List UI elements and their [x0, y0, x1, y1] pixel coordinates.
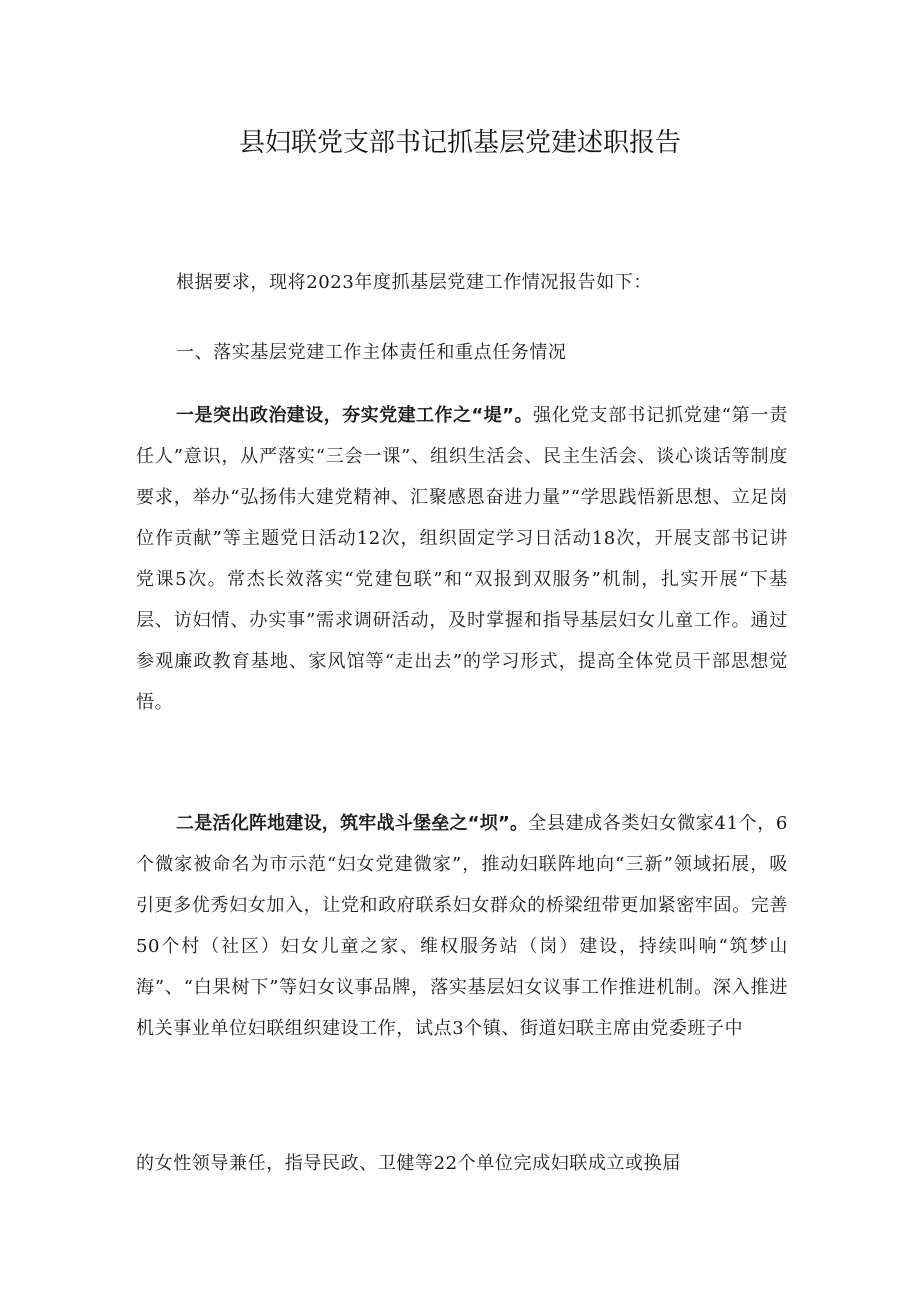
paragraph-position-construction — [136, 803, 788, 1049]
paragraph-body: 强化党支部书记抓党建“第一责任人”意识，从严落实“三会一课”、组织生活会、民主生活会、谈心谈话等制度要求，举办“弘扬伟大建党精神、汇聚感恩奋进力量”“学思践悟新思想、立足岗位作贡献”等主题党日活动12次，组织固定学习日活动18次，开展支部书记讲党课5次。常杰长效落实“党建包联”和“双报到双服务”机制，扎实开展“下基层、访妇情、办实事”需求调研活动，及时掌握和指导基层妇女儿童工作。通过参观廉政教育基地、家风馆等“走出去”的学习形式，提高全体党员干部思想觉悟。 — [136, 405, 788, 713]
document-title: 县妇联党支部书记抓基层党建述职报告 — [238, 128, 681, 158]
paragraph-body: 全县建成各类妇女微家41个，6个微家被命名为市示范“妇女党建微家”，推动妇联阵地向“三新”领域拓展，吸引更多优秀妇女加入，让党和政府联系妇女群众的桥梁纽带更加紧密牢固。完善50个村（社区）妇女儿童之家、维权服务站（岗）建设，持续叫响“筑梦山海”、“白果树下”等妇女议事品牌，落实基层妇女议事工作推进机制。深入推进机关事业单位妇联组织建设工作，试点3个镇、街道妇联主席由党委班子中 — [136, 813, 788, 1039]
paragraph-lead: 一是突出政治建设，夯实党建工作之“堤”。 — [176, 405, 533, 426]
intro-line: 根据要求，现将2023年度抓基层党建工作情况报告如下： — [176, 272, 653, 293]
section-heading: 一、落实基层党建工作主体责任和重点任务情况 — [176, 342, 567, 363]
trailing-line: 的女性领导兼任，指导民政、卫健等22个单位完成妇联成立或换届 — [136, 1153, 681, 1174]
paragraph-political-construction — [136, 395, 788, 723]
paragraph-lead: 二是活化阵地建设，筑牢战斗堡垒之“坝”。 — [176, 813, 529, 834]
